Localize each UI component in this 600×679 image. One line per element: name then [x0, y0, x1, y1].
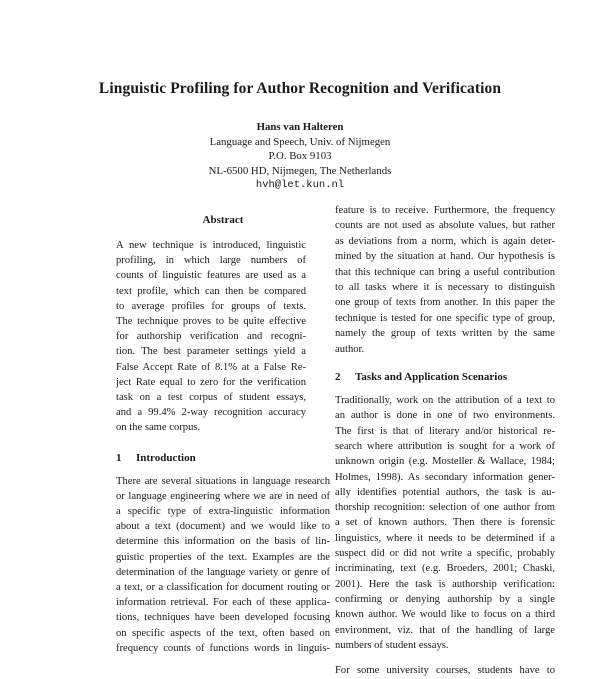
- author-address-line-2: NL-6500 HD, Nijmegen, The Netherlands: [208, 164, 392, 177]
- body-line: an author is done in one of two environments.: [335, 410, 555, 422]
- section-1-heading: [116, 452, 196, 464]
- body-line: counts are not used as absolute values, but rather: [335, 220, 555, 232]
- body-line: incriminating, text (e.g. Broeders, 2001; Chaski,: [335, 563, 555, 575]
- section-number: 2: [335, 371, 341, 383]
- body-line: author.: [335, 343, 365, 355]
- abstract-line: and a 99.4% 2-way recognition accuracy: [116, 407, 306, 419]
- author-name: Hans van Halteren: [256, 121, 344, 133]
- author-address-line-1: P.O. Box 9103: [268, 150, 332, 162]
- abstract-line: counts of linguistic features are used as a: [116, 270, 306, 282]
- abstract-line: for authorship verification and recogni-: [116, 331, 306, 343]
- body-line: linguistics, where it needs to be determined if a: [335, 532, 555, 544]
- body-line: one group of texts from another. In this paper the: [335, 297, 555, 309]
- body-line: known author. We would like to focus on a third: [335, 609, 555, 621]
- paper-title: Linguistic Profiling for Author Recognition and Verification: [98, 80, 502, 97]
- body-line: information retrieval. For each of these applica-: [116, 597, 330, 609]
- author-email: hvh@let.kun.nl: [255, 179, 345, 191]
- abstract-line: task on a test corpus of student essays,: [116, 392, 306, 403]
- body-line: numbers of student essays.: [335, 639, 449, 651]
- abstract-line: profiling, in which large numbers of: [116, 255, 306, 267]
- body-line: as deviations from a norm, which is again deter-: [335, 235, 555, 247]
- abstract-line: text profile, which can then be compared: [116, 285, 306, 297]
- abstract-line: on the same corpus.: [116, 422, 201, 434]
- body-line: feature is to receive. Furthermore, the frequency: [335, 205, 555, 216]
- abstract-line: tion. The best parameter settings yield a: [116, 346, 306, 358]
- body-line: unknown origin (e.g. Mosteller & Wallace, 1984;: [335, 456, 555, 468]
- section-2-heading: [335, 371, 507, 383]
- body-line: Holmes, 1998). As secondary information gener-: [335, 471, 555, 483]
- body-line: 2001). Here the task is authorship verification:: [335, 578, 555, 590]
- body-line: tions, techniques have been developed focusing: [116, 612, 330, 624]
- abstract-line: The technique proves to be quite effective: [116, 316, 306, 327]
- body-line: environment, viz. that of the handling of large: [335, 624, 555, 636]
- body-line: or language engineering where we are in need of: [116, 490, 330, 502]
- author-affiliation: Language and Speech, Univ. of Nijmegen: [209, 135, 391, 148]
- body-line: confirming or denying authorship by a single: [335, 593, 555, 605]
- section-number: 1: [116, 451, 122, 464]
- body-line: to all tasks where it is necessary to distinguish: [335, 282, 555, 293]
- body-line: There are several situations in language research: [116, 475, 330, 487]
- body-line: Traditionally, work on the attribution of a text to: [335, 395, 555, 406]
- body-line: suspect did or did not write a specific, probably: [335, 548, 555, 559]
- body-line: determination of the language variety or genre of: [116, 566, 330, 578]
- abstract-line: A new technique is introduced, linguistic: [116, 240, 306, 251]
- body-line: that this technique can bring a useful contribution: [335, 266, 555, 278]
- body-line: The first is that of literary and/or historical re-: [335, 425, 555, 437]
- body-line: on specific aspects of the text, often based on: [116, 627, 330, 639]
- section-title: Tasks and Application Scenarios: [355, 371, 508, 383]
- abstract-line: False Accept Rate of 8.1% at a False Re-: [116, 361, 306, 373]
- abstract-heading: Abstract: [202, 214, 244, 226]
- body-line: determine this information on the basis of lin-: [116, 536, 330, 548]
- body-line: mined by the situation at hand. Our hypothesis is: [335, 251, 555, 263]
- body-line: about a text (document) and we would like to: [116, 521, 330, 533]
- body-line: a text, or a classification for document routing or: [116, 582, 330, 593]
- body-line: namely the group of texts written by the same: [335, 328, 555, 340]
- body-line: technique is tested for one specific type of group,: [335, 312, 555, 324]
- abstract-line: ject Rate equal to zero for the verification: [116, 376, 306, 388]
- body-line: For some university courses, students have to: [335, 665, 555, 677]
- section-title: Introduction: [136, 451, 196, 464]
- body-line: guistic properties of the text. Examples are the: [116, 551, 330, 563]
- body-line: search where attribution is sought for a work of: [335, 440, 555, 452]
- body-line: frequency counts of functions words in linguis-: [116, 642, 330, 654]
- body-line: a specific type of extra-linguistic information: [116, 506, 330, 517]
- body-line: thorship recognition: selection of one author from: [335, 502, 555, 514]
- abstract-line: to average profiles for groups of texts.: [116, 300, 306, 312]
- author-block: [0, 120, 600, 193]
- body-line: ally identifies potential authors, the task is au-: [335, 486, 555, 498]
- body-line: a set of known authors. Then there is forensic: [335, 517, 555, 529]
